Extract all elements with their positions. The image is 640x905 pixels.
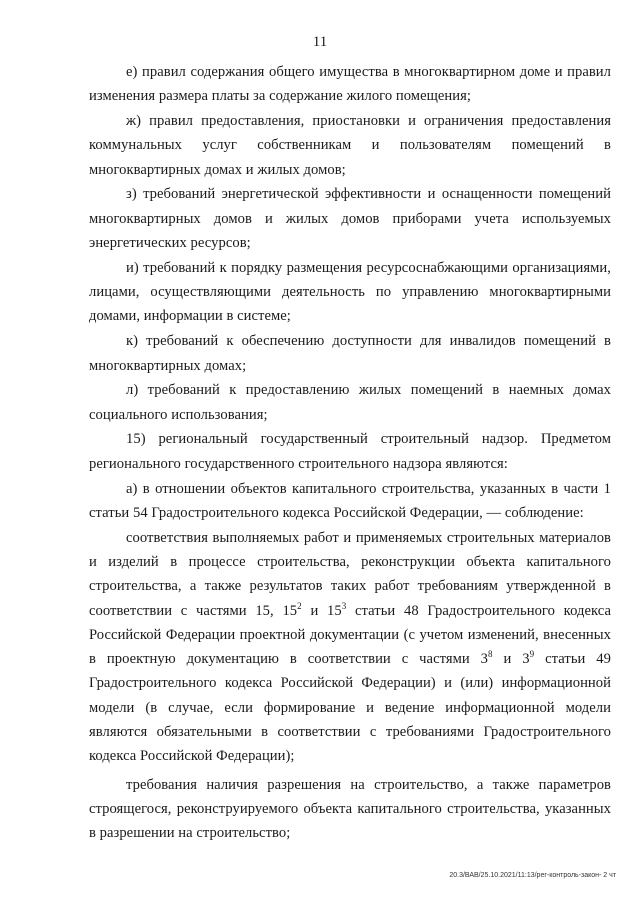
compliance-text-3: статьи 48 Градостроительного кодекса Российской Федерации проектной документации (с учетом изменений, внесенных в проектную документацию в соответствии с частями 3 — [89, 602, 612, 668]
paragraph-zh: ж) правил предоставления, приостановки и ограничения предоставления коммунальных услуг собственникам и пользователям помещений в многоквартирных домах и жилых домов; — [89, 113, 611, 178]
document-body — [89, 60, 611, 846]
paragraph-a: а) в отношении объектов капитального строительства, указанных в части 1 статьи 54 Градостроительного кодекса Российской Федерации, — соблюдение: — [89, 480, 611, 521]
paragraph-l: л) требований к предоставлению жилых помещений в наемных домах социального использования; — [89, 382, 611, 423]
compliance-text-1: соответствия выполняемых работ и применяемых строительных материалов и изделий в процессе строительства, реконструкции объекта капитального строительства, а также результатов таких работ требованиям утвержденной в соответствии с частями 15, 15 — [89, 529, 611, 619]
compliance-text-2: и 15 — [301, 602, 342, 619]
paragraph-z: з) требований энергетической эффективности и оснащенности помещений многоквартирных домов и жилых домов приборами учета используемых энергетических ресурсов; — [89, 186, 611, 252]
compliance-text-5: статьи 49 Градостроительного кодекса Российской Федерации) и (или) информационной модели (в случае, если формирование и ведение информационной модели являются обязательными в соответствии с требованиями Градостроительного кодекса Российской Федерации); — [89, 651, 611, 765]
footer-filename: 20.3/ВАВ/25.10.2021/11:13/рег-контроль-закон- 2 чт — [449, 872, 616, 879]
paragraph-compliance — [89, 526, 611, 769]
compliance-text-4: и 3 — [492, 651, 530, 668]
superscript-2: 2 — [297, 600, 302, 611]
superscript-9: 9 — [529, 649, 535, 660]
paragraph-i: и) требований к порядку размещения ресурсоснабжающими организациями, лицами, осуществляющими деятельность по управлению многоквартирными домами, информации в системе; — [89, 259, 611, 325]
page-number: 11 — [312, 34, 328, 50]
paragraph-15: 15) региональный государственный строительный надзор. Предметом регионального государственного строительного надзора являются: — [89, 431, 611, 472]
paragraph-k: к) требований к обеспечению доступности для инвалидов помещений в многоквартирных домах; — [89, 333, 611, 374]
paragraph-permit: требования наличия разрешения на строительство, а также параметров строящегося, реконструируемого объекта капитального строительства, указанных в разрешении на строительство; — [89, 776, 611, 842]
superscript-8: 8 — [488, 649, 493, 660]
superscript-3: 3 — [341, 600, 347, 611]
paragraph-e: е) правил содержания общего имущества в многоквартирном доме и правил изменения размера платы за содержание жилого помещения; — [89, 64, 611, 105]
